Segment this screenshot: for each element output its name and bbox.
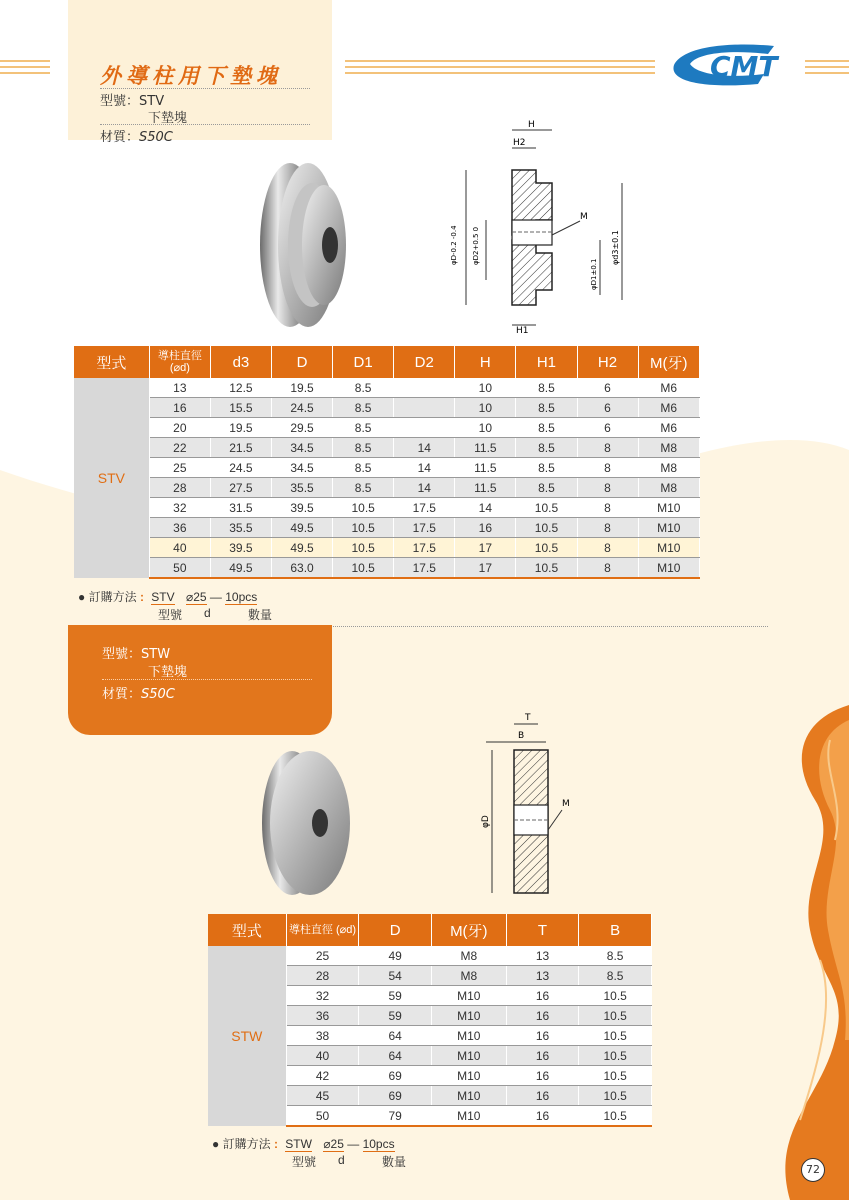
table-cell: 35.5 xyxy=(210,518,271,538)
table-cell: M6 xyxy=(638,378,700,398)
table-cell: 20 xyxy=(149,418,210,438)
table-cell: 16 xyxy=(455,518,516,538)
th-type: 型式 xyxy=(208,914,286,946)
order-size: ⌀25 xyxy=(185,590,207,604)
order-qty: 10pcs xyxy=(225,590,258,604)
table-cell: 16 xyxy=(506,986,579,1006)
table-cell: 24.5 xyxy=(210,458,271,478)
table-cell: 8 xyxy=(577,438,638,458)
table-cell: 17 xyxy=(455,558,516,579)
table-cell: 34.5 xyxy=(271,438,332,458)
th-T: T xyxy=(506,914,579,946)
table-row xyxy=(74,438,700,458)
model-value: STV xyxy=(139,94,165,109)
dim-B: B xyxy=(518,731,525,741)
header-stripes-left xyxy=(0,60,50,78)
stv-order-sub-qty: 數量 xyxy=(248,608,273,622)
table-cell: 39.5 xyxy=(210,538,271,558)
table-cell: 21.5 xyxy=(210,438,271,458)
th-guide-dia: 導柱直徑 (⌀d) xyxy=(286,914,359,946)
th-D: D xyxy=(359,914,432,946)
meta-divider xyxy=(100,124,310,125)
table-cell: 13 xyxy=(506,946,579,966)
table-cell: 38 xyxy=(286,1026,359,1046)
stw-material-row xyxy=(102,683,175,702)
table-cell: 24.5 xyxy=(271,398,332,418)
stw-model-row xyxy=(102,643,170,662)
dim-H1: H1 xyxy=(516,326,529,336)
dim-T: T xyxy=(525,713,531,723)
table-cell: 64 xyxy=(359,1046,432,1066)
table-cell: 50 xyxy=(286,1106,359,1127)
stw-model-label: 型號： xyxy=(102,647,142,662)
table-cell: 13 xyxy=(506,966,579,986)
order-size: ⌀25 xyxy=(323,1137,344,1151)
table-cell: 8.5 xyxy=(516,378,577,398)
order-label: 訂購方法 xyxy=(222,1137,271,1151)
dim-H: H xyxy=(528,120,535,130)
dim-phiD-stw: φD xyxy=(481,815,491,828)
table-cell: 10.5 xyxy=(333,498,394,518)
table-cell: 8.5 xyxy=(516,438,577,458)
table-cell: 11.5 xyxy=(455,478,516,498)
table-cell: 16 xyxy=(506,1026,579,1046)
table-cell: 16 xyxy=(506,1066,579,1086)
stw-table-header xyxy=(208,914,652,946)
dim-phiD: φD-0.2 -0.4 xyxy=(450,225,458,265)
order-colon: : xyxy=(273,1137,278,1151)
table-cell: 40 xyxy=(286,1046,359,1066)
table-cell: M10 xyxy=(431,1006,506,1026)
table-cell: 50 xyxy=(149,558,210,579)
order-label: 訂購方法 xyxy=(88,590,137,604)
logo-text: CMT xyxy=(710,50,778,83)
table-cell xyxy=(394,378,455,398)
table-cell: 12.5 xyxy=(210,378,271,398)
table-cell xyxy=(394,398,455,418)
table-cell: 27.5 xyxy=(210,478,271,498)
table-cell: 17.5 xyxy=(394,498,455,518)
dim-phid3: φd3±0.1 xyxy=(611,230,620,265)
table-cell: M6 xyxy=(638,418,700,438)
stv-table-header xyxy=(74,346,700,378)
header-stripes-right xyxy=(805,60,849,78)
table-row xyxy=(74,398,700,418)
table-cell: M8 xyxy=(431,966,506,986)
table-cell: 36 xyxy=(149,518,210,538)
stw-spec-table xyxy=(208,914,652,1127)
table-cell: 17.5 xyxy=(394,558,455,579)
dim-phiD1: φD1±0.1 xyxy=(590,258,598,290)
table-cell: 17.5 xyxy=(394,518,455,538)
order-qty: 10pcs xyxy=(362,1137,395,1151)
table-cell: 10.5 xyxy=(516,498,577,518)
table-cell: M6 xyxy=(638,398,700,418)
table-cell: 40 xyxy=(149,538,210,558)
cmt-logo xyxy=(664,40,804,90)
table-cell: 13 xyxy=(149,378,210,398)
stw-material-value: S50C xyxy=(141,687,175,702)
table-cell: 11.5 xyxy=(455,438,516,458)
stw-meta-divider xyxy=(102,679,312,680)
table-cell: 10.5 xyxy=(579,1106,652,1127)
order-colon: : xyxy=(139,590,144,604)
table-cell: M10 xyxy=(431,1106,506,1127)
table-cell: 15.5 xyxy=(210,398,271,418)
stw-order-method xyxy=(212,1135,395,1152)
table-row xyxy=(74,418,700,438)
stv-technical-drawing xyxy=(440,115,640,340)
stw-order-sub-qty: 數量 xyxy=(382,1155,407,1169)
table-cell: M10 xyxy=(638,518,700,538)
table-cell: 8.5 xyxy=(516,478,577,498)
stw-order-sub-d: d xyxy=(338,1153,345,1167)
table-cell: M10 xyxy=(431,986,506,1006)
page-title: 外導柱用下墊塊 xyxy=(100,64,282,88)
table-cell: 8 xyxy=(577,498,638,518)
table-cell: 79 xyxy=(359,1106,432,1127)
th-H2: H2 xyxy=(577,346,638,378)
table-cell: 49.5 xyxy=(210,558,271,579)
table-cell: 64 xyxy=(359,1026,432,1046)
dim-phiD2: φD2+0.5 0 xyxy=(472,226,480,265)
table-cell: 16 xyxy=(506,1106,579,1127)
table-row xyxy=(74,458,700,478)
table-cell: M8 xyxy=(431,946,506,966)
table-cell: 22 xyxy=(149,438,210,458)
table-row xyxy=(74,498,700,518)
table-cell: M10 xyxy=(431,1046,506,1066)
page-number: 72 xyxy=(801,1158,825,1182)
table-cell: 45 xyxy=(286,1086,359,1106)
model-cell: STW xyxy=(208,946,286,1126)
stv-spec-table xyxy=(74,346,700,579)
stw-model-desc: 下墊塊 xyxy=(148,665,188,680)
stv-product-photo xyxy=(250,160,360,330)
table-cell: 29.5 xyxy=(271,418,332,438)
table-cell: M10 xyxy=(431,1026,506,1046)
th-D1: D1 xyxy=(333,346,394,378)
table-cell: 69 xyxy=(359,1066,432,1086)
table-row xyxy=(74,478,700,498)
table-cell: 8 xyxy=(577,538,638,558)
table-cell: 8.5 xyxy=(333,398,394,418)
table-cell: 19.5 xyxy=(210,418,271,438)
table-cell: 8.5 xyxy=(333,418,394,438)
table-cell: 8.5 xyxy=(516,458,577,478)
table-cell: 14 xyxy=(455,498,516,518)
table-cell: 36 xyxy=(286,1006,359,1026)
table-cell: 11.5 xyxy=(455,458,516,478)
material-label: 材質： xyxy=(100,130,140,145)
table-cell: M10 xyxy=(638,558,700,579)
th-H: H xyxy=(455,346,516,378)
material-row xyxy=(100,126,173,145)
table-cell: 49.5 xyxy=(271,518,332,538)
model-desc: 下墊塊 xyxy=(148,111,188,126)
table-cell: 16 xyxy=(149,398,210,418)
th-B: B xyxy=(579,914,652,946)
table-cell: 10 xyxy=(455,398,516,418)
table-cell: 31.5 xyxy=(210,498,271,518)
dim-M: M xyxy=(580,212,588,222)
table-row xyxy=(74,518,700,538)
table-cell: 8.5 xyxy=(579,966,652,986)
table-cell: 35.5 xyxy=(271,478,332,498)
dim-H2: H2 xyxy=(513,138,526,148)
table-cell: 25 xyxy=(286,946,359,966)
table-cell: 10 xyxy=(455,418,516,438)
material-value: S50C xyxy=(139,130,173,145)
table-row xyxy=(74,538,700,558)
table-cell: 14 xyxy=(394,478,455,498)
table-cell: 39.5 xyxy=(271,498,332,518)
table-cell: 49 xyxy=(359,946,432,966)
stw-material-label: 材質： xyxy=(102,687,142,702)
table-cell: 59 xyxy=(359,986,432,1006)
table-cell: 10.5 xyxy=(333,558,394,579)
table-cell: 54 xyxy=(359,966,432,986)
stw-header-box xyxy=(68,625,332,735)
order-code: STW xyxy=(285,1137,312,1151)
table-cell: 10.5 xyxy=(579,1066,652,1086)
stw-technical-drawing xyxy=(470,710,610,900)
table-cell: 8.5 xyxy=(579,946,652,966)
table-cell: 10.5 xyxy=(579,1006,652,1026)
stw-order-sub-model: 型號 xyxy=(292,1155,317,1169)
th-d3: d3 xyxy=(210,346,271,378)
table-cell: 8.5 xyxy=(333,458,394,478)
th-D: D xyxy=(271,346,332,378)
table-row xyxy=(208,946,652,966)
table-cell: 10 xyxy=(455,378,516,398)
table-cell: 14 xyxy=(394,458,455,478)
table-cell: 32 xyxy=(149,498,210,518)
dim-M2: M xyxy=(562,799,570,809)
table-cell: M8 xyxy=(638,458,700,478)
table-cell: 10.5 xyxy=(333,538,394,558)
table-cell: M8 xyxy=(638,438,700,458)
table-cell: 17 xyxy=(455,538,516,558)
table-cell: 6 xyxy=(577,418,638,438)
stv-order-method xyxy=(78,588,257,605)
table-cell: M10 xyxy=(431,1086,506,1106)
table-cell: 8.5 xyxy=(516,418,577,438)
table-cell: 8 xyxy=(577,518,638,538)
table-cell: 8.5 xyxy=(333,378,394,398)
table-cell: 10.5 xyxy=(579,1026,652,1046)
bullet-icon: ● xyxy=(78,590,86,604)
title-divider xyxy=(100,88,310,89)
stw-model-value: STW xyxy=(141,647,171,662)
table-cell: 49.5 xyxy=(271,538,332,558)
table-cell: 42 xyxy=(286,1066,359,1086)
table-cell: 8 xyxy=(577,478,638,498)
table-cell: 16 xyxy=(506,1086,579,1106)
stv-order-sub-d: d xyxy=(204,606,211,620)
table-cell: 10.5 xyxy=(333,518,394,538)
th-type: 型式 xyxy=(74,346,149,378)
table-cell: 32 xyxy=(286,986,359,1006)
table-cell: 6 xyxy=(577,398,638,418)
table-cell: 10.5 xyxy=(579,1086,652,1106)
table-cell: 17.5 xyxy=(394,538,455,558)
table-cell: 10.5 xyxy=(516,518,577,538)
order-code: STV xyxy=(151,590,175,604)
th-guide-dia: 導柱直徑 (⌀d) xyxy=(149,346,210,378)
table-cell: M8 xyxy=(638,478,700,498)
table-cell: M10 xyxy=(638,498,700,518)
header-stripes-middle xyxy=(345,60,655,78)
table-cell: 16 xyxy=(506,1006,579,1026)
bullet-icon: ● xyxy=(212,1137,220,1151)
table-cell xyxy=(394,418,455,438)
table-cell: 8 xyxy=(577,558,638,579)
table-cell: 14 xyxy=(394,438,455,458)
th-M: M(牙) xyxy=(431,914,506,946)
table-cell: 19.5 xyxy=(271,378,332,398)
table-cell: 8.5 xyxy=(333,438,394,458)
th-H1: H1 xyxy=(516,346,577,378)
order-dash: — xyxy=(347,1137,360,1151)
order-dash: — xyxy=(209,590,222,604)
table-cell: 28 xyxy=(149,478,210,498)
stw-product-photo xyxy=(252,748,362,898)
table-cell: 69 xyxy=(359,1086,432,1106)
table-row xyxy=(74,558,700,579)
table-cell: 10.5 xyxy=(579,986,652,1006)
table-cell: M10 xyxy=(638,538,700,558)
table-cell: 10.5 xyxy=(516,558,577,579)
table-cell: 28 xyxy=(286,966,359,986)
table-cell: 63.0 xyxy=(271,558,332,579)
table-cell: 8.5 xyxy=(333,478,394,498)
th-M: M(牙) xyxy=(638,346,700,378)
table-cell: 10.5 xyxy=(516,538,577,558)
table-cell: 8.5 xyxy=(516,398,577,418)
table-cell: 25 xyxy=(149,458,210,478)
table-cell: M10 xyxy=(431,1066,506,1086)
table-row xyxy=(74,378,700,398)
model-label: 型號： xyxy=(100,94,140,109)
table-cell: 8 xyxy=(577,458,638,478)
table-cell: 10.5 xyxy=(579,1046,652,1066)
table-cell: 16 xyxy=(506,1046,579,1066)
stv-order-sub-model: 型號 xyxy=(158,608,183,622)
table-cell: 34.5 xyxy=(271,458,332,478)
table-cell: 59 xyxy=(359,1006,432,1026)
table-cell: 6 xyxy=(577,378,638,398)
model-cell: STV xyxy=(74,378,149,578)
th-D2: D2 xyxy=(394,346,455,378)
